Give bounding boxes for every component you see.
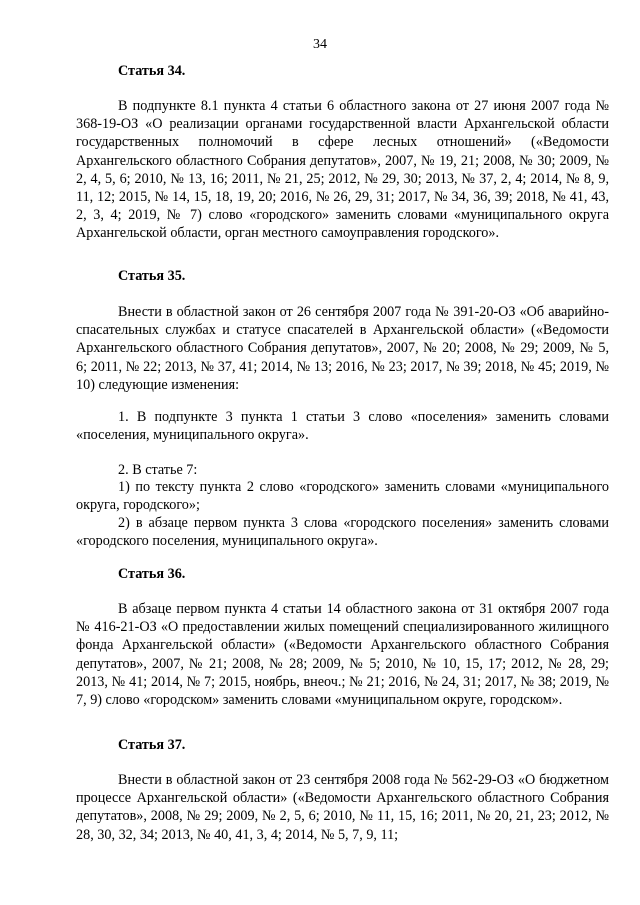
article-paragraph: Внести в областной закон от 26 сентября 2007 года № 391-20-ОЗ «Об аварийно-спасательных службах и статусе спасателей в Архангельской области» («Ведомости Архангельского областного Собрания депутатов», 2007, № 20; 2008, № 29; 2009, № 5, 6; 2011, № 22; 2013, № 37, 41; 2014, № 13; 2016, № 23; 2017, № 39; 2018, № 45; 2019, № 10) следующие изменения: [76, 304, 609, 393]
article-paragraph: 1. В подпункте 3 пункта 1 статьи 3 слово «поселения» заменить словами «поселения, муниципального округа». [76, 409, 609, 444]
article-paragraph: В подпункте 8.1 пункта 4 статьи 6 областного закона от 27 июня 2007 года № 368-19-ОЗ «О реализации органами государственной власти Архангельской области государственных полномочий в сфере лесных отношений» («Ведомости Архангельского областного Собрания депутатов», 2007, № 19, 21; 2008, № 30; 2009, № 2, 4, 5, 6; 2010, № 13, 16; 2011, № 21, 25; 2012, № 29, 30; 2013, № 37, 2, 4; 2014, № 8, 9, 11, 12; 2015, № 14, 15, 18, 19, 20; 2016, № 26, 29, 31; 2017, № 34, 36, 39; 2018, № 41, 43, 2, 3, 4; 2019, № 7) слово «городского» заменить словами «муниципального округа Архангельской области, орган местного самоуправления городского». [76, 98, 609, 242]
article-paragraph: 2) в абзаце первом пункта 3 слова «городского поселения» заменить словами «городского поселения, муниципального округа». [76, 515, 609, 550]
article-heading: Статья 34. [118, 63, 186, 79]
article-paragraph: В абзаце первом пункта 4 статьи 14 областного закона от 31 октября 2007 года № 416-21-ОЗ «О предоставлении жилых помещений специализированного жилищного фонда Архангельской области» («Ведомости Архангельского областного Собрания депутатов», 2007, № 21; 2008, № 28; 2009, № 5; 2010, № 10, 15, 17; 2012, № 28, 29; 2013, № 41; 2014, № 7; 2015, ноябрь, внеоч.; № 21; 2016, № 24, 31; 2017, № 38; 2019, № 7, 9) слово «городском» заменить словами «муниципальном округе, городском». [76, 601, 609, 709]
article-heading: Статья 36. [118, 566, 186, 582]
article-paragraph: 2. В статье 7: [118, 462, 198, 478]
article-heading: Статья 35. [118, 268, 186, 284]
article-paragraph: 1) по тексту пункта 2 слово «городского» заменить словами «муниципального округа, городского»; [76, 479, 609, 514]
article-heading: Статья 37. [118, 737, 186, 753]
page-number: 34 [313, 37, 327, 52]
article-paragraph: Внести в областной закон от 23 сентября 2008 года № 562-29-ОЗ «О бюджетном процессе Архангельской области» («Ведомости Архангельского областного Собрания депутатов», 2008, № 29; 2009, № 2, 5, 6; 2010, № 11, 15, 16; 2011, № 20, 21, 23; 2012, № 28, 30, 32, 34; 2013, № 40, 41, 3, 4; 2014, № 5, 7, 9, 11; [76, 772, 609, 843]
